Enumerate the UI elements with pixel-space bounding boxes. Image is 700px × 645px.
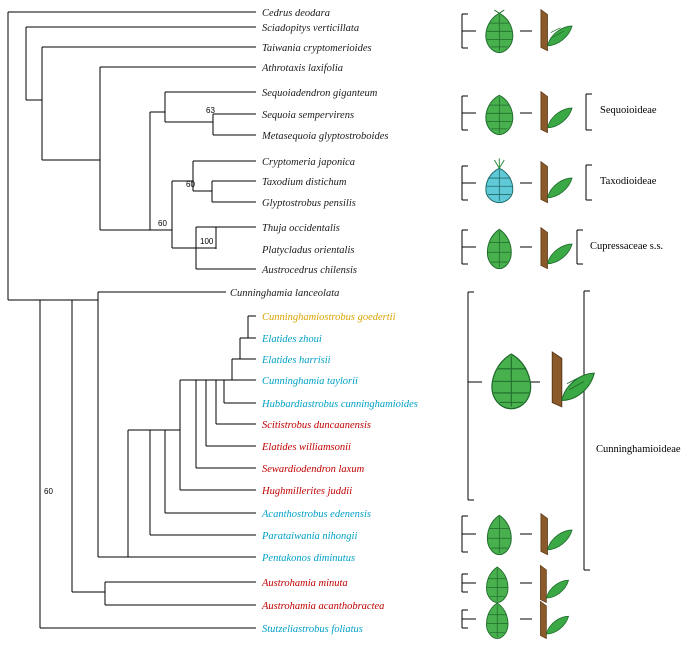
clade-label-sequoioideae: Sequoioideae xyxy=(600,105,657,116)
taxon-label: Elatides williamsonii xyxy=(262,442,351,453)
cone-icon-3 xyxy=(486,158,513,202)
clade-brackets xyxy=(577,94,592,570)
taxon-label: Cunninghamia taylorii xyxy=(262,376,358,387)
leaf-shoot-icon-8 xyxy=(540,601,568,638)
cone-icon-2 xyxy=(486,95,513,134)
taxon-label: Sewardiodendron laxum xyxy=(262,464,365,475)
taxon-label: Platycladus orientalis xyxy=(262,245,355,256)
leaf-shoot-icon-2 xyxy=(541,92,572,133)
taxon-label: Cedrus deodara xyxy=(262,8,330,19)
taxon-label: Austrohamia acanthobractea xyxy=(262,601,385,612)
taxon-label: Acanthostrobus edenensis xyxy=(262,509,371,520)
taxon-label: Cunninghamia lanceolata xyxy=(230,288,340,299)
taxon-label: Taxodium distichum xyxy=(262,177,347,188)
cone-icon-4 xyxy=(487,229,511,268)
leaf-shoot-icon-3 xyxy=(541,162,572,203)
taxon-label: Taiwania cryptomerioides xyxy=(262,43,372,54)
support-value: 60 xyxy=(44,487,53,496)
leaf-shoot-icon-4 xyxy=(541,228,572,269)
taxon-label: Pentakonos diminutus xyxy=(262,553,356,564)
taxon-label: Stutzeliastrobus foliatus xyxy=(262,624,363,635)
cone-icon-7 xyxy=(487,567,508,603)
taxon-label: Cunninghamiostrobus goedertii xyxy=(262,312,396,323)
taxon-label: Athrotaxis laxifolia xyxy=(262,63,343,74)
clade-label-taxodioideae: Taxodioideae xyxy=(600,176,657,187)
taxon-label: Sciadopitys verticillata xyxy=(262,23,360,34)
taxon-label: Sequoia sempervirens xyxy=(262,110,355,121)
taxon-label: Parataiwania nihongii xyxy=(262,531,358,542)
taxon-label: Elatides harrisii xyxy=(262,355,331,366)
cone-icon-6 xyxy=(487,515,511,554)
clade-label-cunninghamioideae: Cunninghamioideae xyxy=(596,444,681,455)
taxon-label: Thuja occidentalis xyxy=(262,223,340,234)
icon-row-brackets xyxy=(462,14,482,628)
leaf-shoot-icon-7 xyxy=(540,565,568,602)
taxon-label: Glyptostrobus pensilis xyxy=(262,198,356,209)
support-value: 60 xyxy=(186,180,195,189)
taxon-label: Hughmillerites juddii xyxy=(262,486,353,497)
taxon-label: Hubbardiastrobus cunninghamioides xyxy=(262,399,418,410)
leaf-shoot-icon-5 xyxy=(552,352,594,407)
support-value: 100 xyxy=(200,237,214,246)
cone-icon-1 xyxy=(486,10,513,53)
support-value: 63 xyxy=(206,106,215,115)
support-value: 60 xyxy=(158,219,167,228)
taxon-label: Sequoiadendron giganteum xyxy=(262,88,378,99)
leaf-shoot-icon-6 xyxy=(541,514,572,555)
clade-label-cupressaceae-ss: Cupressaceae s.s. xyxy=(590,241,664,252)
taxon-label: Austrohamia minuta xyxy=(262,578,348,589)
taxon-label: Austrocedrus chilensis xyxy=(262,265,357,276)
cone-leaf-icons xyxy=(486,10,594,639)
taxon-label: Cryptomeria japonica xyxy=(262,157,356,168)
leaf-shoot-icon-1 xyxy=(541,10,572,51)
cone-icon-8 xyxy=(487,603,508,639)
cone-icon-5 xyxy=(492,354,531,409)
taxon-label: Metasequoia glyptostroboides xyxy=(262,131,389,142)
icon-connectors xyxy=(520,31,540,619)
taxon-label: Elatides zhoui xyxy=(262,334,322,345)
taxon-label: Scitistrobus duncaanensis xyxy=(262,420,371,431)
